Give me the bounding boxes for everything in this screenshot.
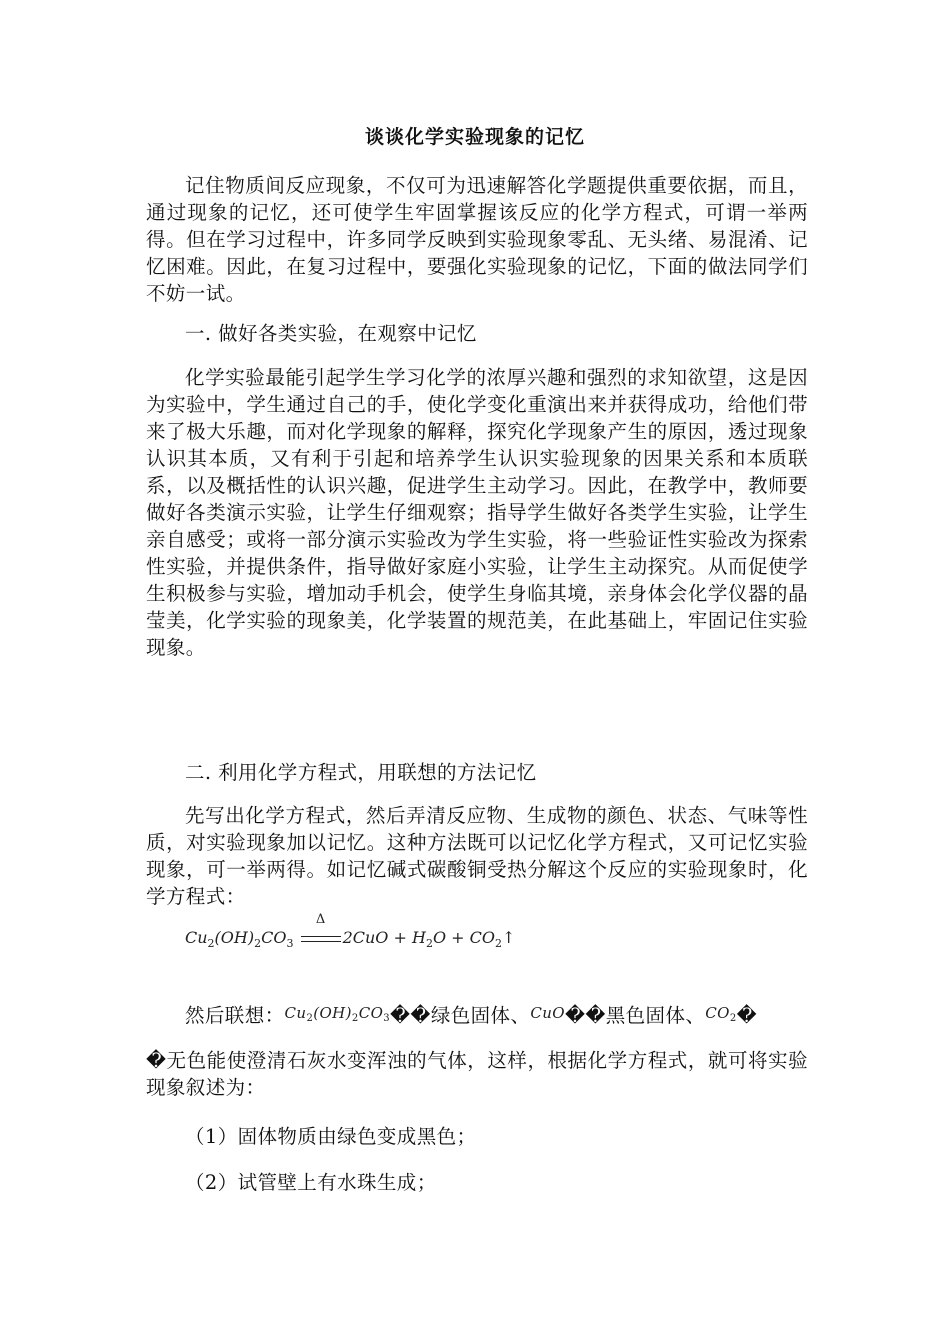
association-continuation: �无色能使澄清石灰水变浑浊的气体，这样，根据化学方程式，就可将实验现象叙述为： — [146, 1049, 808, 1099]
formula-carbon-dioxide: CO2 — [705, 1004, 737, 1024]
association-line: 然后联想：$^{Cu_2(OH)_2CO_3}$��绿色固体、$^{CuO}$��黑色固体、$^{CO_2}$� — [185, 1004, 758, 1027]
section-2-heading: 二. 利用化学方程式，用联想的方法记忆 — [185, 761, 537, 784]
section-1-heading: 一. 做好各类实验，在观察中记忆 — [185, 322, 477, 345]
formula-basic-copper-carbonate: Cu2(OH)2CO3 — [284, 1004, 391, 1024]
delta-symbol: Δ — [315, 912, 326, 927]
section-1-body: 化学实验最能引起学生学习化学的浓厚兴趣和强烈的求知欲望，这是因为实验中，学生通过自己的手，使化学变化重演出来并获得成功，给他们带来了极大乐趣，而对化学现象的解释，探究化学现象产生的原因，透过现象认识其本质，又有利于引起和培养学生认识实验现象的因果关系和本质联系，以及概括性的认识兴趣，促进学生主动学习。因此，在教学中，教师要做好各类演示实验，让学生仔细观察；指导学生做好各类学生实验，让学生亲自感受；或将一部分演示实验改为学生实验，将一些验证性实验改为探索性实验，并提供条件，指导做好家庭小实验，让学生主动探究。从而促使学生积极参与实验，增加动手机会，使学生身临其境，亲身体会化学仪器的晶莹美，化学实验的现象美，化学装置的规范美，在此基础上，牢固记住实验现象。 — [146, 366, 808, 659]
list-item: （1）固体物质由绿色变成黑色； — [185, 1125, 477, 1148]
chemical-equation: $Cu_2(OH)_2CO_3$ Δ $2CuO + H_2O$ + $CO_2↑$ — [185, 912, 516, 950]
list-item: （2）试管壁上有水珠生成； — [185, 1171, 437, 1194]
heating-condition-arrow — [299, 912, 343, 947]
intro-paragraph: 记住物质间反应现象，不仅可为迅速解答化学题提供重要依据，而且，通过现象的记忆，还可使学生牢固掌握该反应的化学方程式，可谓一举两得。但在学习过程中，许多同学反映到实验现象零乱、无头绪、易混淆、记忆困难。因此，在复习过程中，要强化实验现象的记忆，下面的做法同学们不妨一试。 — [146, 174, 808, 305]
formula-copper-oxide: CuO — [530, 1004, 565, 1022]
page-title: 谈谈化学实验现象的记忆 — [364, 126, 585, 148]
section-2-body: 先写出化学方程式，然后弄清反应物、生成物的颜色、状态、气味等性质，对实验现象加以记忆。这种方法既可以记忆化学方程式，又可记忆实验现象，可一举两得。如记忆碱式碳酸铜受热分解这个反应的实验现象时，化学方程式： — [146, 804, 808, 908]
gas-arrow-icon: ↑ — [502, 928, 516, 947]
